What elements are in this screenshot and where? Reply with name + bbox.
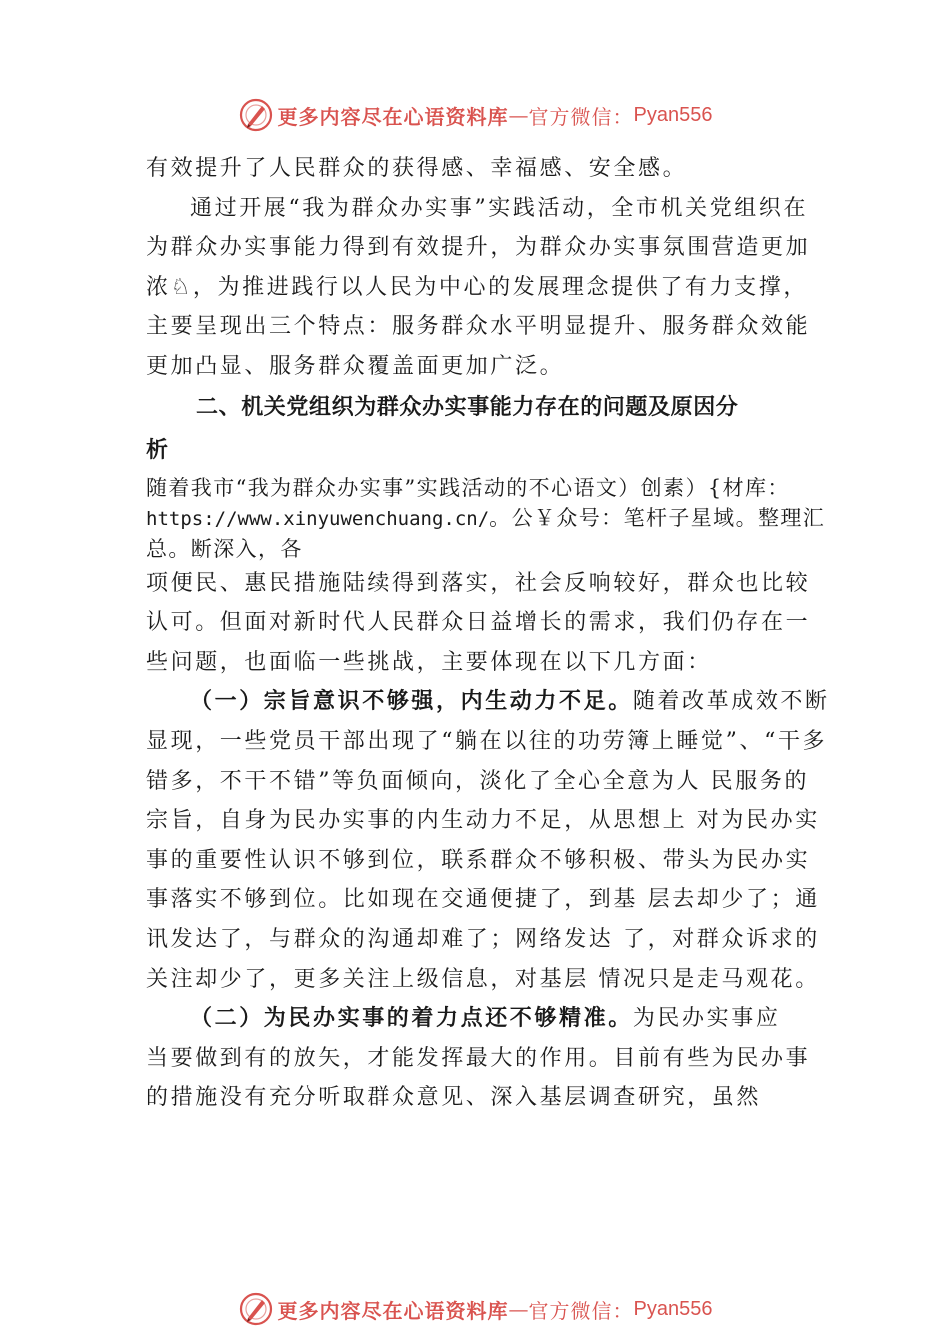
document-body — [146, 149, 831, 1118]
watermark-text: 随着我市“我为群众办实事”实践活动的不心语文）创素）{材库： — [146, 475, 790, 500]
footer-banner — [0, 1289, 950, 1329]
banner-dash: — — [508, 103, 529, 127]
paragraph-point-1 — [146, 682, 831, 999]
section-heading-continued: 析 — [146, 437, 171, 463]
banner-sub-text: 官方微信： — [528, 1298, 634, 1323]
point-1-body: 随着改革成效不断显现，一些党员干部出现了“躺在以往的功劳簿上睡觉”、“干多错多，不干不错”等负面倾向，淡化了全心全意为人 民服务的宗旨，自身为民办实事的内生动力不足，从思想上 对为民办实事的重要性认识不够到位，联系群众不够积极、带头为民办实事落实不够到位。比如现在交通便捷了，到基 层去却少了；通讯发达了，与群众的沟通却难了；网络发达 了，对群众诉求的关注却少了，更多关注上级信息，对基层 情况只是走马观花。 — [146, 689, 830, 992]
section-heading: 二、机关党组织为群众办实事能力存在的问题及原因分 — [196, 394, 739, 420]
paragraph: 项便民、惠民措施陆续得到落实，社会反响较好，群众也比较认可。但面对新时代人民群众日益增长的需求，我们仍存在一些问题，也面临一些挑战，主要体现在以下几方面： — [146, 570, 811, 675]
banner-main-text: 更多内容尽在心语资料库 — [277, 104, 509, 129]
banner-handle: Pyan556 — [633, 103, 713, 126]
banner-handle: Pyan556 — [633, 1297, 713, 1320]
paragraph-continued: 有效提升了人民群众的获得感、幸福感、安全感。 — [146, 156, 688, 181]
pen-circle-logo-icon — [238, 1291, 274, 1327]
point-2-body: 为民办实事应 — [632, 1006, 781, 1032]
banner-sub-text: 官方微信： — [528, 104, 634, 129]
point-2-lead: （二）为民办实事的着力点还不够精准。 — [190, 1005, 633, 1032]
banner-dash: — — [508, 1297, 529, 1321]
point-1-lead: （一）宗旨意识不够强，内生动力不足。 — [190, 688, 633, 715]
watermark-url: https://www.xinyuwenchuang.cn/ — [146, 507, 490, 530]
banner-main-text: 更多内容尽在心语资料库 — [277, 1298, 509, 1323]
paragraph-point-2 — [146, 999, 831, 1039]
watermark-paragraph — [146, 473, 831, 564]
watermark-text-2: 。公￥众号：笔杆子星域。整理汇总。断深入，各 — [146, 505, 826, 561]
pen-circle-logo-icon — [238, 97, 274, 133]
paragraph: 通过开展“我为群众办实事”实践活动，全市机关党组织在为群众办实事能力得到有效提升，为群众办实事氛围营造更加浓♘，为推进践行以人民为中心的发展理念提供了有力支撑，主要呈现出三个特点：服务群众水平明显提升、服务群众效能更加凸显、服务群众覆盖面更加广泛。 — [146, 195, 811, 379]
header-banner — [0, 95, 950, 135]
paragraph: 当要做到有的放矢，才能发挥最大的作用。目前有些为民办事的措施没有充分听取群众意见、深入基层调查研究，虽然 — [146, 1045, 811, 1111]
